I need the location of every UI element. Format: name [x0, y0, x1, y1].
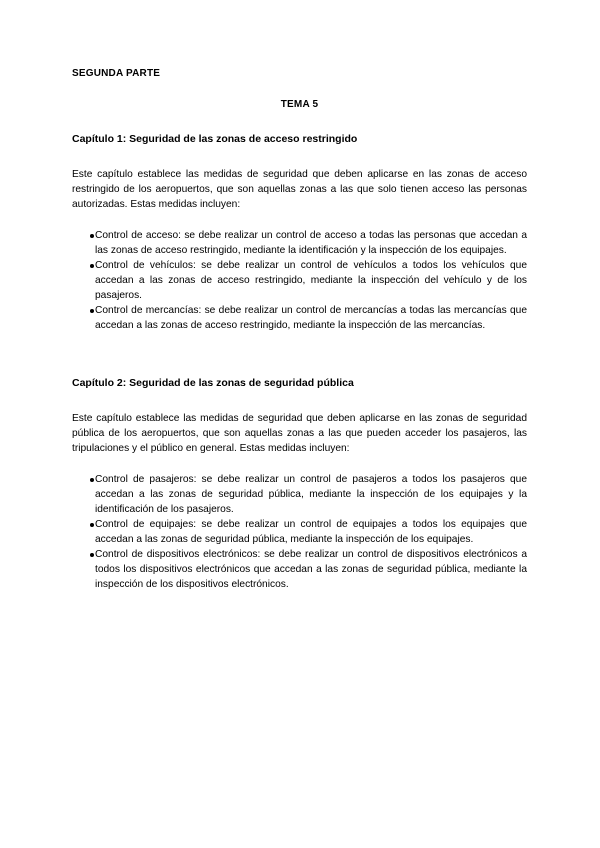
list-item [95, 517, 527, 547]
list-item-text: Control de vehículos: se debe realizar un control de vehículos a todos los vehículos que accedan a las zonas de acceso restringido, mediante la inspección del vehículo y de los pasajeros. [95, 260, 527, 301]
chapter-2-intro: Este capítulo establece las medidas de seguridad que deben aplicarse en las zonas de seguridad pública de los aeropuertos, que son aquellas zonas a las que pueden acceder los pasajeros, las tripulaciones y el público en general. Estas medidas incluyen: [72, 413, 527, 454]
bullet-icon [90, 478, 94, 482]
bullet-icon [90, 309, 94, 313]
list-item [95, 303, 527, 333]
list-item-text: Control de acceso: se debe realizar un control de acceso a todas las personas que accedan a las zonas de acceso restringido, mediante la identificación y la inspección de los equipajes. [95, 230, 527, 256]
list-item-text: Control de mercancías: se debe realizar un control de mercancías a todas las mercancías que accedan a las zonas de acceso restringido, mediante la inspección de las mercancías. [95, 305, 527, 331]
list-item [95, 547, 527, 592]
bullet-icon [90, 523, 94, 527]
chapter-2-heading: Capítulo 2: Seguridad de las zonas de seguridad pública [72, 377, 354, 389]
list-item [95, 472, 527, 517]
bullet-icon [90, 234, 94, 238]
chapter-2-list [72, 472, 527, 592]
chapter-1-intro: Este capítulo establece las medidas de seguridad que deben aplicarse en las zonas de acceso restringido de los aeropuertos, que son aquellas zonas a las que solo tienen acceso las personas autorizadas. Estas medidas incluyen: [72, 169, 527, 210]
chapter-1-list [72, 228, 527, 333]
bullet-icon [90, 553, 94, 557]
bullet-icon [90, 264, 94, 268]
chapter-1-heading: Capítulo 1: Seguridad de las zonas de acceso restringido [72, 133, 358, 145]
list-item [95, 228, 527, 258]
tema-title: TEMA 5 [280, 99, 319, 110]
list-item [95, 258, 527, 303]
list-item-text: Control de equipajes: se debe realizar un control de equipajes a todos los equipajes que accedan a las zonas de seguridad pública, mediante la inspección de los equipajes. [95, 519, 527, 545]
list-item-text: Control de pasajeros: se debe realizar un control de pasajeros a todos los pasajeros que accedan a las zonas de seguridad pública, mediante la inspección de los equipajes y la identificación de los pasajeros. [95, 474, 527, 515]
part-title: SEGUNDA PARTE [72, 68, 161, 79]
list-item-text: Control de dispositivos electrónicos: se debe realizar un control de dispositivos electrónicos a todos los dispositivos electrónicos que accedan a las zonas de seguridad pública, mediante la inspección de los dispositivos electrónicos. [95, 549, 527, 590]
